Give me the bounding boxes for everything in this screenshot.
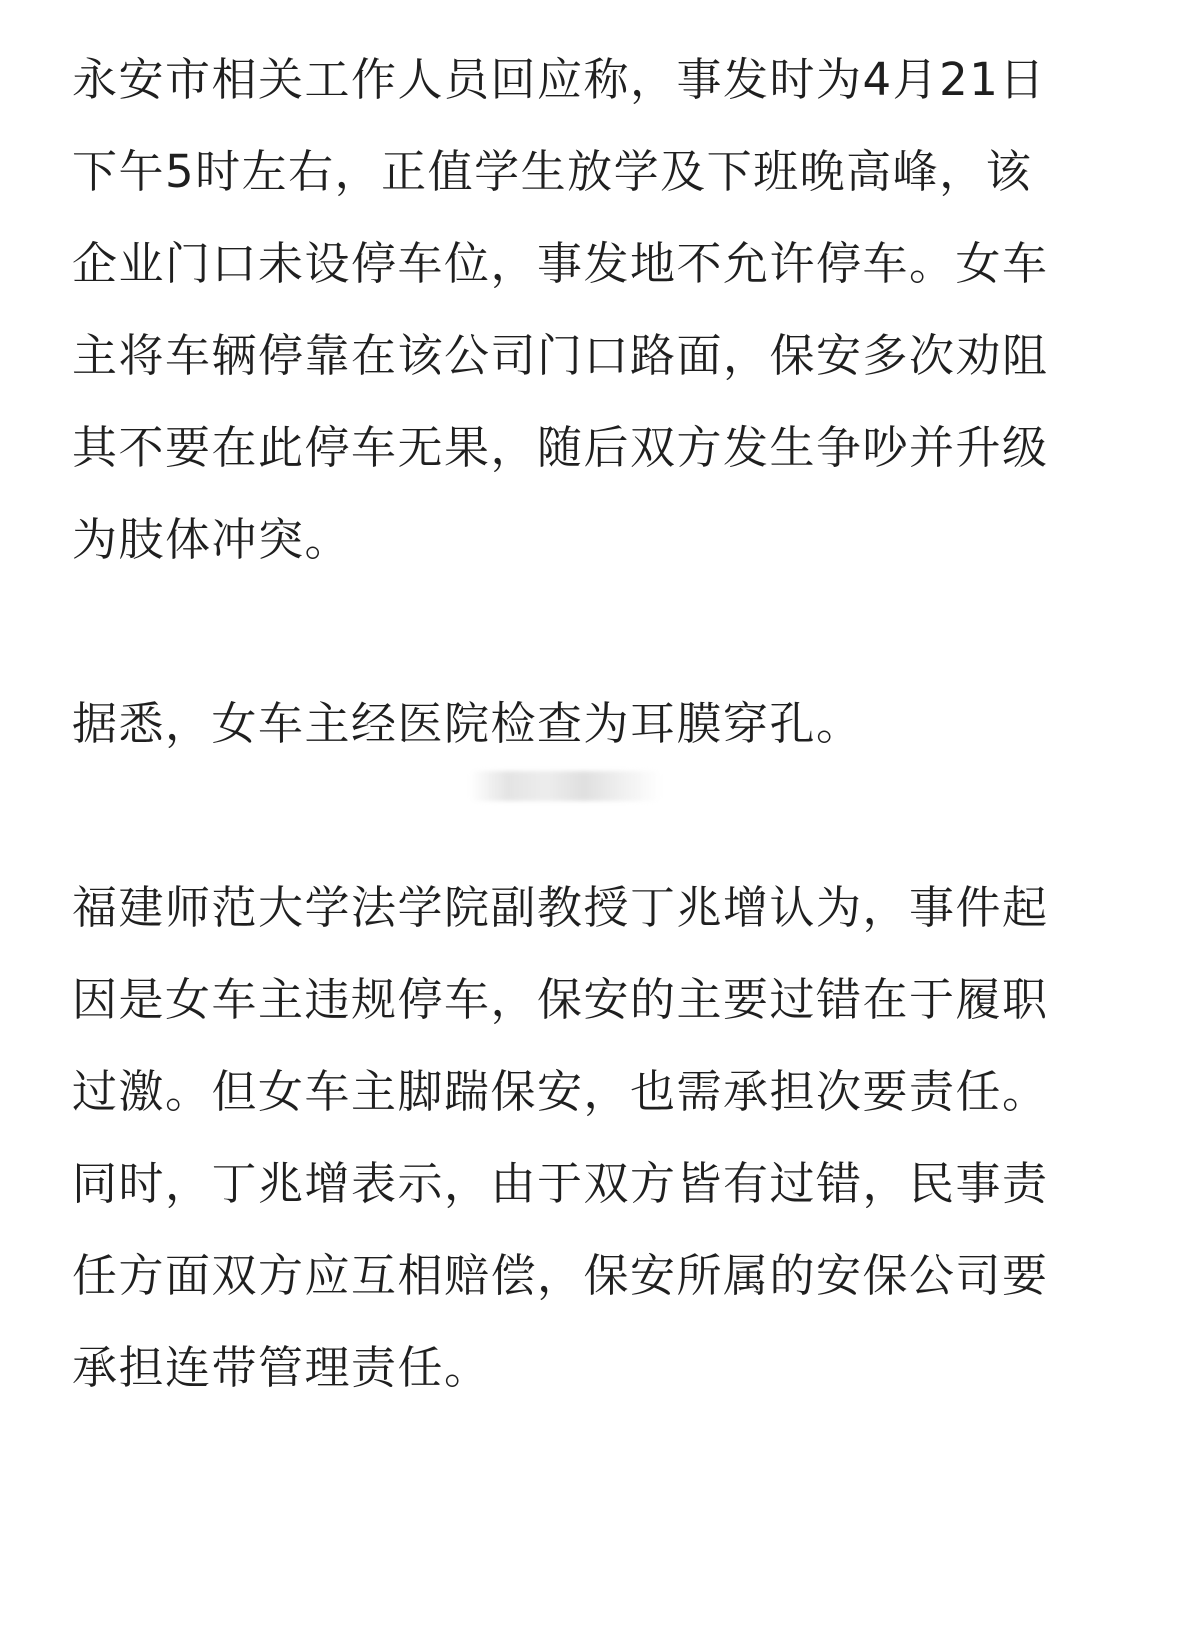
text-line: 其不要在此停车无果，随后双方发生争吵并升级	[72, 421, 1049, 474]
article-body	[72, 34, 1072, 1414]
text-line: 过激。但女车主脚踹保安，也需承担次要责任。	[72, 1065, 1049, 1118]
blurred-watermark	[470, 771, 660, 801]
text-line: 主将车辆停靠在该公司门口路面，保安多次劝阻	[72, 329, 1049, 382]
article-paragraph	[72, 862, 1072, 1414]
paragraph-spacer	[72, 586, 1072, 678]
article-paragraph	[72, 34, 1072, 586]
text-line: 为肢体冲突。	[72, 513, 352, 566]
text-line: 同时，丁兆增表示，由于双方皆有过错，民事责	[72, 1157, 1049, 1210]
text-line: 下午5时左右，正值学生放学及下班晚高峰，该	[72, 145, 1033, 198]
article-paragraph	[72, 678, 1072, 770]
text-line: 任方面双方应互相赔偿，保安所属的安保公司要	[72, 1249, 1049, 1302]
text-line: 承担连带管理责任。	[72, 1341, 491, 1394]
text-line: 企业门口未设停车位，事发地不允许停车。女车	[72, 237, 1049, 290]
text-line: 永安市相关工作人员回应称，事发时为4月21日	[72, 53, 1046, 106]
text-line: 据悉，女车主经医院检查为耳膜穿孔。	[72, 697, 863, 750]
text-line: 因是女车主违规停车，保安的主要过错在于履职	[72, 973, 1049, 1026]
text-line: 福建师范大学法学院副教授丁兆增认为，事件起	[72, 881, 1049, 934]
